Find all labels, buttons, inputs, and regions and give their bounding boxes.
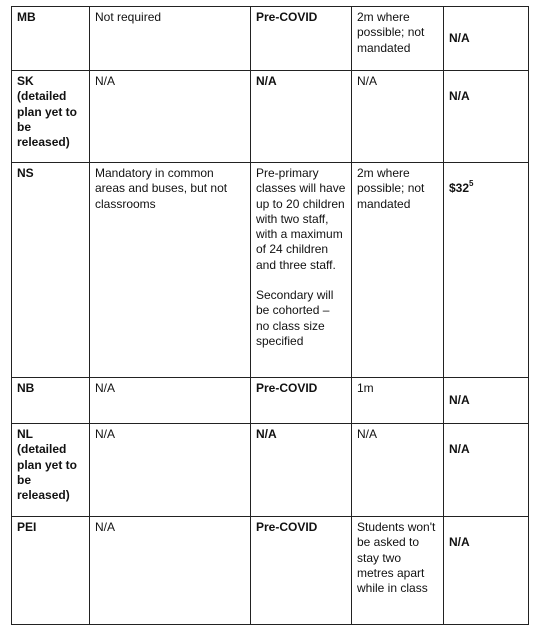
funding-cell: [444, 163, 529, 378]
class-size-cell: N/A: [251, 71, 352, 163]
masks-cell: N/A: [90, 424, 251, 517]
funding-cell: N/A: [444, 71, 529, 163]
masks-cell: Not required: [90, 7, 251, 71]
masks-cell: Mandatory in common areas and buses, but not classrooms: [90, 163, 251, 378]
footnote-marker: 5: [469, 179, 474, 188]
province-cell: NL (detailed plan yet to be released): [12, 424, 90, 517]
distancing-cell: 1m: [352, 378, 444, 424]
funding-cell: N/A: [444, 378, 529, 424]
provincial-comparison-table: [11, 6, 529, 625]
province-cell: PEI: [12, 517, 90, 625]
table-row: [12, 424, 529, 517]
class-size-text: Pre-primary classes will have up to 20 children with two staff, with a maximum of 24 children and three staff.: [256, 166, 346, 272]
masks-cell: N/A: [90, 517, 251, 625]
distancing-cell: 2m where possible; not mandated: [352, 163, 444, 378]
distancing-cell: N/A: [352, 424, 444, 517]
distancing-cell: Students won't be asked to stay two metres apart while in class: [352, 517, 444, 625]
province-cell: MB: [12, 7, 90, 71]
table-row: [12, 378, 529, 424]
province-cell: SK (detailed plan yet to be released): [12, 71, 90, 163]
funding-cell: N/A: [444, 7, 529, 71]
table-row: [12, 7, 529, 71]
distancing-cell: N/A: [352, 71, 444, 163]
province-cell: NS: [12, 163, 90, 378]
funding-cell: N/A: [444, 517, 529, 625]
funding-value: $32: [449, 181, 470, 195]
table-row: [12, 71, 529, 163]
masks-cell: N/A: [90, 378, 251, 424]
class-size-cell: Pre-COVID: [251, 517, 352, 625]
class-size-cell: Pre-COVID: [251, 378, 352, 424]
province-cell: NB: [12, 378, 90, 424]
class-size-cell: N/A: [251, 424, 352, 517]
class-size-cell: [251, 163, 352, 378]
distancing-cell: 2m where possible; not mandated: [352, 7, 444, 71]
funding-cell: N/A: [444, 424, 529, 517]
table-row: [12, 163, 529, 378]
class-size-extra-text: Secondary will be cohorted – no class size specified: [256, 288, 334, 348]
class-size-cell: Pre-COVID: [251, 7, 352, 71]
table-row: [12, 517, 529, 625]
masks-cell: N/A: [90, 71, 251, 163]
